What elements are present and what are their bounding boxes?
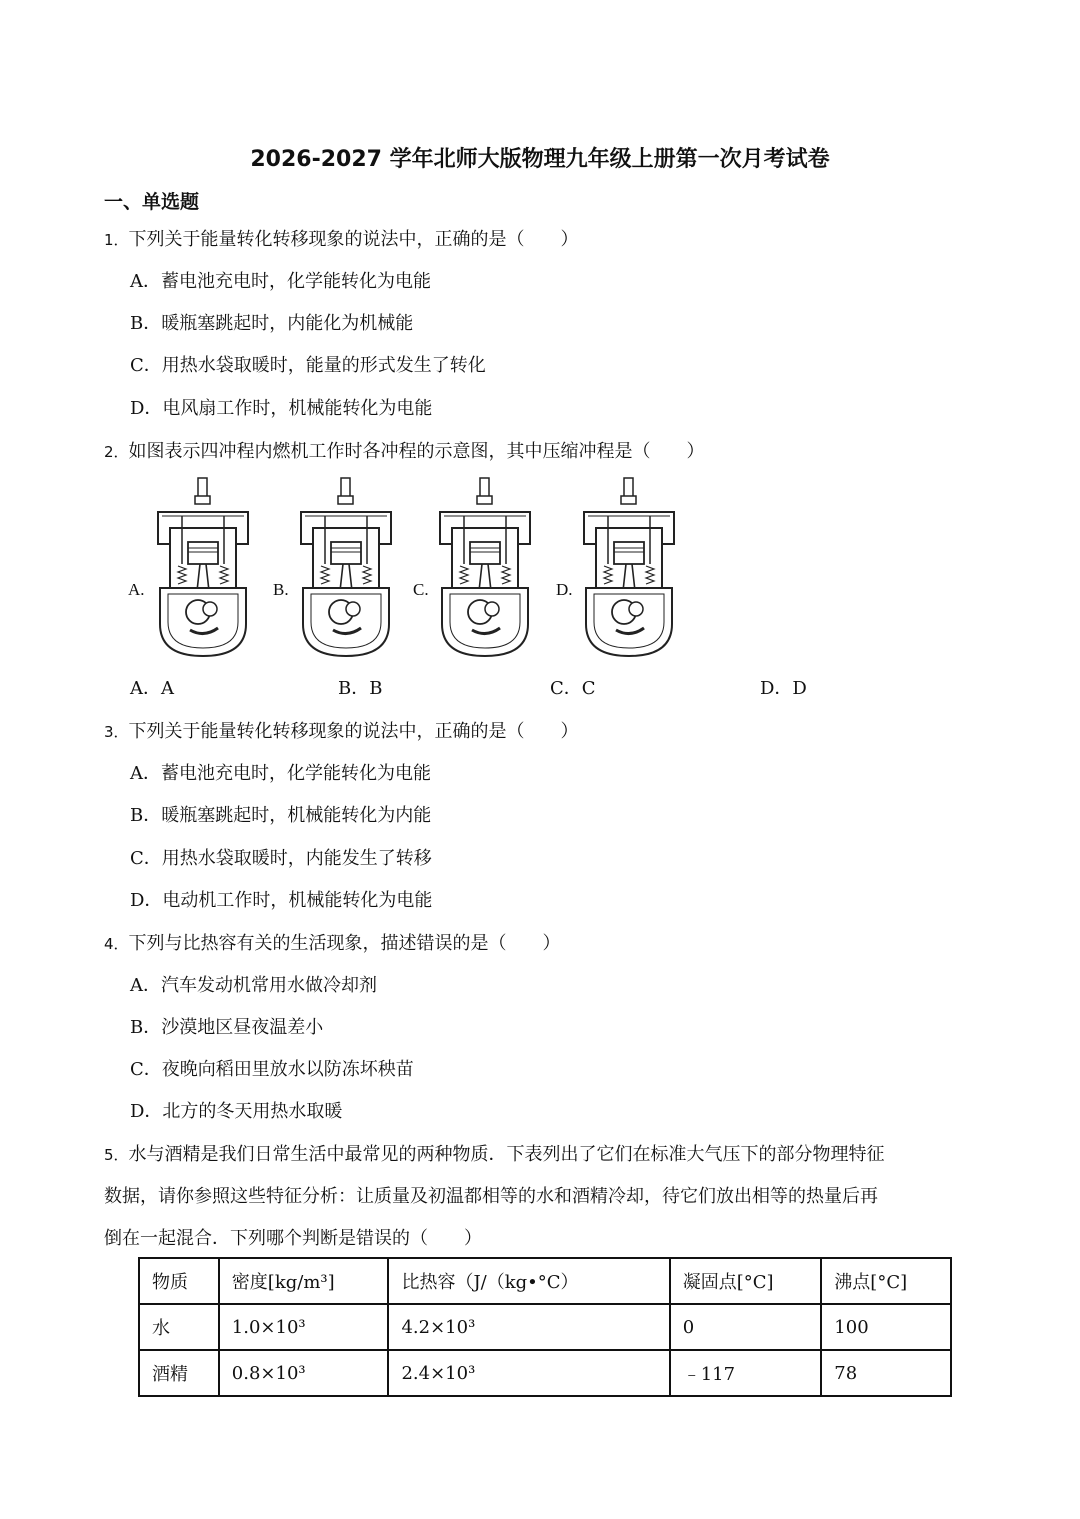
q2-option-c[interactable]: C．C bbox=[550, 678, 596, 699]
exam-title: 2026-2027 学年北师大版物理九年级上册第一次月考试卷 bbox=[250, 147, 830, 172]
q3-option-d[interactable]: D．电动机工作时，机械能转化为电能 bbox=[130, 890, 433, 911]
q4-option-a[interactable]: A．汽车发动机常用水做冷却剂 bbox=[130, 975, 377, 996]
question-3 bbox=[104, 717, 579, 743]
table-cell: 0.8×10³ bbox=[219, 1350, 389, 1396]
q4-option-b[interactable]: B．沙漠地区昼夜温差小 bbox=[130, 1017, 324, 1038]
table-header-row bbox=[139, 1258, 951, 1304]
figure-label-a: A. bbox=[128, 580, 145, 599]
table-cell: 0 bbox=[670, 1304, 822, 1350]
figure-label-d: D. bbox=[556, 580, 573, 599]
table-cell: 2.4×10³ bbox=[388, 1350, 669, 1396]
properties-table bbox=[138, 1257, 952, 1397]
question-number: 1． bbox=[104, 231, 129, 249]
question-text: 下列与比热容有关的生活现象，描述错误的是（ ） bbox=[128, 933, 561, 954]
question-4 bbox=[104, 929, 561, 955]
figure-label-b: B. bbox=[273, 580, 289, 599]
question-text-line-2: 数据，请你参照这些特征分析：让质量及初温都相等的水和酒精冷却，待它们放出相等的热量后再 bbox=[104, 1186, 878, 1207]
table-row bbox=[139, 1350, 951, 1396]
question-number: 4． bbox=[104, 935, 129, 953]
table-header-cell: 凝固点[°C] bbox=[670, 1258, 822, 1304]
table-cell: 水 bbox=[139, 1304, 219, 1350]
question-text-line-3: 倒在一起混合．下列哪个判断是错误的（ ） bbox=[104, 1228, 482, 1249]
table-header-cell: 物质 bbox=[139, 1258, 219, 1304]
section-heading: 一、单选题 bbox=[104, 191, 200, 213]
q1-option-a[interactable]: A．蓄电池充电时，化学能转化为电能 bbox=[130, 271, 431, 292]
question-text-line-1: 水与酒精是我们日常生活中最常见的两种物质．下表列出了它们在标准大气压下的部分物理特征 bbox=[128, 1144, 885, 1165]
table-header-cell: 密度[kg/m³] bbox=[219, 1258, 389, 1304]
q2-option-d[interactable]: D．D bbox=[760, 678, 807, 699]
q3-option-a[interactable]: A．蓄电池充电时，化学能转化为电能 bbox=[130, 763, 431, 784]
q1-option-c[interactable]: C．用热水袋取暖时，能量的形式发生了转化 bbox=[130, 355, 486, 376]
table-cell: 78 bbox=[821, 1350, 951, 1396]
q3-option-c[interactable]: C．用热水袋取暖时，内能发生了转移 bbox=[130, 848, 432, 869]
table-cell: ﹣117 bbox=[670, 1350, 822, 1396]
figure-label-c: C. bbox=[413, 580, 429, 599]
q2-option-a[interactable]: A．A bbox=[130, 678, 174, 699]
table-header-cell: 沸点[°C] bbox=[821, 1258, 951, 1304]
question-number: 5． bbox=[104, 1146, 129, 1164]
question-2 bbox=[104, 437, 705, 463]
question-text: 下列关于能量转化转移现象的说法中，正确的是（ ） bbox=[128, 229, 579, 250]
q4-option-d[interactable]: D．北方的冬天用热水取暖 bbox=[130, 1101, 343, 1122]
q1-option-d[interactable]: D．电风扇工作时，机械能转化为电能 bbox=[130, 398, 433, 419]
table-cell: 100 bbox=[821, 1304, 951, 1350]
table-row bbox=[139, 1304, 951, 1350]
table-cell: 酒精 bbox=[139, 1350, 219, 1396]
question-5 bbox=[104, 1140, 885, 1166]
question-1 bbox=[104, 225, 579, 251]
engine-stroke-figure bbox=[0, 468, 1080, 688]
question-number: 3． bbox=[104, 723, 129, 741]
q3-option-b[interactable]: B．暖瓶塞跳起时，机械能转化为内能 bbox=[130, 805, 432, 826]
table-cell: 1.0×10³ bbox=[219, 1304, 389, 1350]
q1-option-b[interactable]: B．暖瓶塞跳起时，内能化为机械能 bbox=[130, 313, 414, 334]
q2-option-b[interactable]: B．B bbox=[338, 678, 383, 699]
question-number: 2． bbox=[104, 443, 129, 461]
question-text: 下列关于能量转化转移现象的说法中，正确的是（ ） bbox=[128, 721, 579, 742]
question-text: 如图表示四冲程内燃机工作时各冲程的示意图，其中压缩冲程是（ ） bbox=[128, 441, 705, 462]
table-header-cell: 比热容（J/（kg•°C） bbox=[388, 1258, 669, 1304]
table-cell: 4.2×10³ bbox=[388, 1304, 669, 1350]
q4-option-c[interactable]: C．夜晚向稻田里放水以防冻坏秧苗 bbox=[130, 1059, 414, 1080]
